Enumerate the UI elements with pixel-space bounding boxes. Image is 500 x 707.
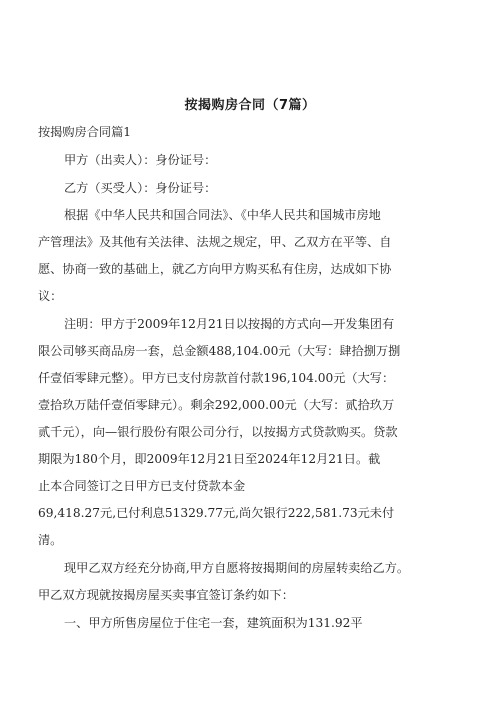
paragraph-line: 清。 xyxy=(38,533,63,547)
paragraph-line: 愿、协商一致的基础上，就乙方向甲方购买私有住房，达成如下协 xyxy=(38,262,392,276)
paragraph-line: 根据《中华人民共和国合同法》、《中华人民共和国城市房地 xyxy=(64,208,381,222)
document-title: 按揭购房合同（7篇） xyxy=(184,98,316,113)
paragraph-line: 一、甲方所售房屋位于住宅一套，建筑面积为131.92平 xyxy=(64,616,363,630)
section-heading: 按揭购房合同篇1 xyxy=(38,125,132,139)
paragraph-line: 贰千元），向—银行股份有限公司分行，以按揭方式贷款购买。贷款 xyxy=(38,425,398,439)
paragraph-line: 69,418.27元,已付利息51329.77元,尚欠银行222,581.73元未付 xyxy=(38,506,395,520)
paragraph-line: 期限为180个月，即2009年12月21日至2024年12月21日。截 xyxy=(38,452,381,466)
paragraph-line: 产管理法》及其他有关法律、法规之规定，甲、乙双方在平等、自 xyxy=(38,235,392,249)
buyer-line: 乙方（买受人）：身份证号： xyxy=(64,181,217,195)
paragraph-line: 甲乙双方现就按揭房屋买卖事宜签订条约如下： xyxy=(38,588,294,602)
paragraph-line: 限公司够买商品房一套，总金额488,104.00元（大写：肆拾捌万捌 xyxy=(38,344,401,358)
paragraph-line: 仟壹佰零肆元整）。甲方已支付房款首付款196,104.00元（大写： xyxy=(38,371,395,385)
paragraph-line: 止本合同签订之日甲方已支付贷款本金 xyxy=(38,479,246,493)
paragraph-line: 注明：甲方于2009年12月21日以按揭的方式向—开发集团有 xyxy=(64,317,395,331)
paragraph-line: 议： xyxy=(38,289,63,303)
paragraph-line: 壹拾玖万陆仟壹佰零肆元）。剩余292,000.00元（大写：贰拾玖万 xyxy=(38,398,395,412)
paragraph-line: 现甲乙双方经充分协商,甲方自愿将按揭期间的房屋转卖给乙方。 xyxy=(64,561,410,575)
seller-line: 甲方（出卖人）：身份证号： xyxy=(64,153,217,167)
